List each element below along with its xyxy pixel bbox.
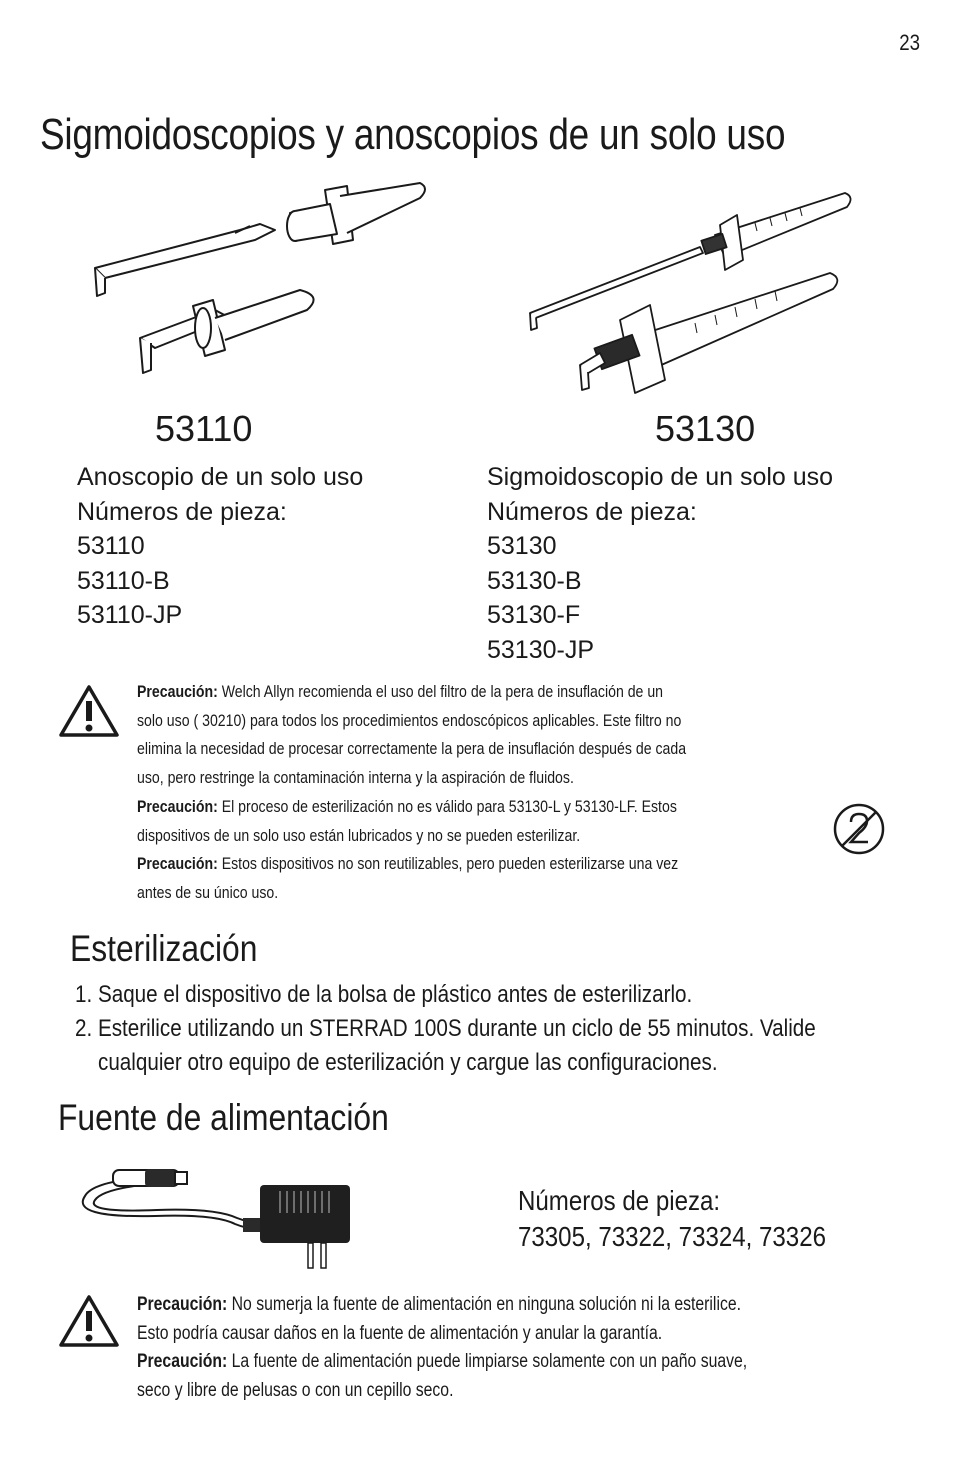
power-supply-parts: [518, 1183, 826, 1255]
parts-label: Números de pieza:: [77, 497, 287, 526]
model-number-53130: 53130: [655, 408, 756, 449]
caution-line: seco y libre de pelusas o con un cepillo seco.: [137, 1380, 454, 1402]
caution-line: Precaución: Estos dispositivos no son reutilizables, pero pueden esterilizarse una vez: [137, 854, 679, 874]
caution-line: dispositivos de un solo uso están lubricados y no se pueden esterilizar.: [137, 825, 581, 845]
sigmoidoscope-info: [487, 460, 833, 667]
cautions-block-1: [137, 678, 686, 908]
caution-line: solo uso ( 30210) para todos los procedimientos endoscópicos aplicables. Este filtro no: [137, 710, 682, 730]
sterilization-step-2-cont: cualquier otro equipo de esterilización y cargue las configuraciones.: [98, 1049, 718, 1076]
part-number: 53130-JP: [487, 635, 595, 664]
cautions-block-2: [137, 1291, 747, 1406]
product-name: Sigmoidoscopio de un solo uso: [487, 463, 834, 491]
part-number: 53130-B: [487, 566, 582, 595]
sterilization-heading: Esterilización: [70, 928, 258, 969]
part-number: 53110-B: [77, 566, 170, 595]
warning-triangle-icon: [57, 1293, 121, 1349]
sterilization-step-1: 1. Saque el dispositivo de la bolsa de plástico antes de esterilizarlo.: [75, 981, 693, 1008]
model-number-53110: 53110: [155, 408, 253, 449]
caution-line: Precaución: El proceso de esterilización no es válido para 53130-L y 53130-LF. Estos: [137, 796, 677, 816]
warning-triangle-icon: [57, 683, 121, 739]
anoscope-illustration: [85, 178, 435, 378]
caution-line: Precaución: La fuente de alimentación puede limpiarse solamente con un paño suave,: [137, 1351, 748, 1373]
part-number: 53110-JP: [77, 601, 183, 629]
caution-line: uso, pero restringe la contaminación interna y la aspiración de fluidos.: [137, 768, 574, 788]
part-number: 53130: [487, 532, 557, 560]
caution-line: Precaución: No sumerja la fuente de alimentación en ninguna solución ni la esterilice.: [137, 1294, 741, 1315]
page-number: 23: [899, 30, 920, 55]
caution-line: antes de su único uso.: [137, 882, 279, 902]
do-not-reuse-icon: [832, 802, 886, 856]
part-numbers: 73305, 73322, 73324, 73326: [518, 1221, 826, 1252]
parts-label: Números de pieza:: [487, 497, 697, 526]
parts-label: Números de pieza:: [518, 1185, 721, 1216]
power-supply-illustration: [65, 1158, 365, 1273]
caution-line: Esto podría causar daños en la fuente de alimentación y anular la garantía.: [137, 1322, 663, 1344]
caution-line: Precaución: Welch Allyn recomienda el uso del filtro de la pera de insuflación de un: [137, 682, 664, 701]
anoscope-info: [77, 460, 363, 633]
part-number: 53130-F: [487, 601, 581, 629]
page-title: Sigmoidoscopios y anoscopios de un solo uso: [40, 110, 786, 159]
caution-line: elimina la necesidad de procesar correctamente la pera de insuflación después de cada: [137, 739, 687, 759]
product-name: Anoscopio de un solo uso: [77, 463, 364, 491]
sigmoidoscope-illustration: [525, 185, 860, 400]
power-supply-heading: Fuente de alimentación: [58, 1097, 389, 1138]
sterilization-step-2: 2. Esterilice utilizando un STERRAD 100S durante un ciclo de 55 minutos. Valide: [75, 1015, 816, 1042]
part-number: 53110: [77, 532, 145, 560]
